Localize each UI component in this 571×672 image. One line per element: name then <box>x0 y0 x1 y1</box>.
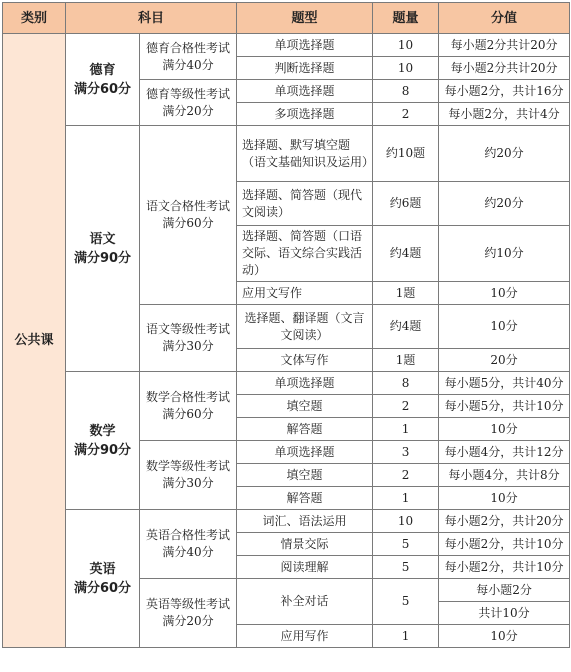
category-cell: 公共课 <box>3 34 66 648</box>
question-type: 词汇、语法运用 <box>237 510 373 533</box>
question-score: 每小题4分，共计12分 <box>439 441 570 464</box>
exam-name: 德育合格性考试 <box>146 40 231 55</box>
question-count: 8 <box>373 80 439 103</box>
question-score: 10分 <box>439 487 570 510</box>
question-type: 阅读理解 <box>237 556 373 579</box>
subject-total: 满分60分 <box>73 580 132 596</box>
question-count: 约4题 <box>373 305 439 349</box>
exam-total: 满分30分 <box>162 476 214 490</box>
question-score-line2: 共计10分 <box>439 602 570 625</box>
question-count: 2 <box>373 103 439 126</box>
question-score: 约10分 <box>439 226 570 282</box>
subject-name: 数学 <box>89 423 116 439</box>
table-row <box>3 510 570 533</box>
header-category: 类别 <box>3 3 66 34</box>
question-type: 单项选择题 <box>237 441 373 464</box>
question-score: 每小题2分，共计20分 <box>439 510 570 533</box>
exam-moral-qualifying <box>140 34 237 80</box>
question-type: 选择题、翻译题（文言文阅读） <box>237 305 373 349</box>
table-row <box>3 372 570 395</box>
question-type: 补全对话 <box>237 579 373 625</box>
question-score-line1: 每小题2分 <box>439 579 570 602</box>
exam-chinese-level <box>140 305 237 372</box>
question-count: 1 <box>373 487 439 510</box>
question-score: 每小题5分，共计40分 <box>439 372 570 395</box>
question-count: 10 <box>373 510 439 533</box>
question-count: 1 <box>373 418 439 441</box>
question-count: 2 <box>373 395 439 418</box>
question-type: 选择题、默写填空题（语文基础知识及运用） <box>237 126 373 182</box>
question-type: 文体写作 <box>237 349 373 372</box>
question-type: 单项选择题 <box>237 34 373 57</box>
exam-name: 数学合格性考试 <box>146 390 231 404</box>
question-score: 每小题4分，共计8分 <box>439 464 570 487</box>
exam-math-level <box>140 441 237 510</box>
exam-name: 英语等级性考试 <box>146 597 231 611</box>
question-score: 每小题2分共计20分 <box>439 34 570 57</box>
question-type: 判断选择题 <box>237 57 373 80</box>
question-count: 5 <box>373 579 439 625</box>
exam-structure-table-wrapper <box>2 2 569 648</box>
exam-name: 英语合格性考试 <box>146 528 231 542</box>
question-score: 10分 <box>439 282 570 305</box>
exam-name: 数学等级性考试 <box>146 459 231 473</box>
question-score: 10分 <box>439 625 570 648</box>
subject-moral <box>66 34 140 126</box>
subject-total: 满分60分 <box>73 81 132 97</box>
subject-name: 英语 <box>89 561 116 577</box>
exam-structure-table <box>2 2 570 648</box>
question-count: 8 <box>373 372 439 395</box>
question-score: 每小题2分，共计10分 <box>439 533 570 556</box>
subject-total: 满分90分 <box>73 250 132 266</box>
subject-chinese <box>66 126 140 372</box>
question-type: 选择题、简答题（现代文阅读） <box>237 182 373 226</box>
question-type: 单项选择题 <box>237 372 373 395</box>
question-count: 10 <box>373 57 439 80</box>
table-row <box>3 126 570 182</box>
question-count: 1题 <box>373 349 439 372</box>
subject-english <box>66 510 140 648</box>
exam-moral-level <box>140 80 237 126</box>
question-type: 填空题 <box>237 464 373 487</box>
exam-name: 语文等级性考试 <box>146 322 231 336</box>
question-count: 约10题 <box>373 126 439 182</box>
subject-math <box>66 372 140 510</box>
question-score: 每小题2分，共计4分 <box>439 103 570 126</box>
question-count: 1 <box>373 625 439 648</box>
table-row <box>3 34 570 57</box>
question-score: 每小题5分，共计10分 <box>439 395 570 418</box>
question-count: 约6题 <box>373 182 439 226</box>
question-score: 每小题2分，共计10分 <box>439 556 570 579</box>
exam-total: 满分40分 <box>162 545 214 559</box>
header-question-type: 题型 <box>237 3 373 34</box>
question-count: 3 <box>373 441 439 464</box>
exam-name: 德育等级性考试 <box>146 86 231 101</box>
question-type: 单项选择题 <box>237 80 373 103</box>
question-score: 每小题2分共计20分 <box>439 57 570 80</box>
question-type: 应用写作 <box>237 625 373 648</box>
question-type: 解答题 <box>237 487 373 510</box>
question-type: 选择题、简答题（口语交际、语文综合实践活动） <box>237 226 373 282</box>
exam-total: 满分30分 <box>162 339 214 353</box>
exam-chinese-qualifying <box>140 126 237 305</box>
question-type: 多项选择题 <box>237 103 373 126</box>
header-row <box>3 3 570 34</box>
question-score: 10分 <box>439 418 570 441</box>
question-type: 填空题 <box>237 395 373 418</box>
question-type: 应用文写作 <box>237 282 373 305</box>
question-score: 10分 <box>439 305 570 349</box>
question-score: 20分 <box>439 349 570 372</box>
header-subject: 科目 <box>66 3 237 34</box>
header-score: 分值 <box>439 3 570 34</box>
exam-total: 满分20分 <box>162 103 214 118</box>
question-count: 5 <box>373 533 439 556</box>
exam-total: 满分20分 <box>162 614 214 628</box>
exam-math-qualifying <box>140 372 237 441</box>
question-score: 每小题2分，共计16分 <box>439 80 570 103</box>
question-type: 解答题 <box>237 418 373 441</box>
exam-name: 语文合格性考试 <box>146 199 231 213</box>
question-count: 10 <box>373 34 439 57</box>
subject-name: 语文 <box>89 231 116 247</box>
question-score: 约20分 <box>439 182 570 226</box>
question-count: 1题 <box>373 282 439 305</box>
question-score: 约20分 <box>439 126 570 182</box>
exam-total: 满分60分 <box>162 216 214 230</box>
exam-english-level <box>140 579 237 648</box>
exam-english-qualifying <box>140 510 237 579</box>
header-count: 题量 <box>373 3 439 34</box>
exam-total: 满分60分 <box>162 407 214 421</box>
exam-total: 满分40分 <box>162 57 214 72</box>
subject-total: 满分90分 <box>73 442 132 458</box>
question-count: 5 <box>373 556 439 579</box>
question-type: 情景交际 <box>237 533 373 556</box>
question-count: 2 <box>373 464 439 487</box>
subject-name: 德育 <box>89 62 116 78</box>
question-count: 约4题 <box>373 226 439 282</box>
